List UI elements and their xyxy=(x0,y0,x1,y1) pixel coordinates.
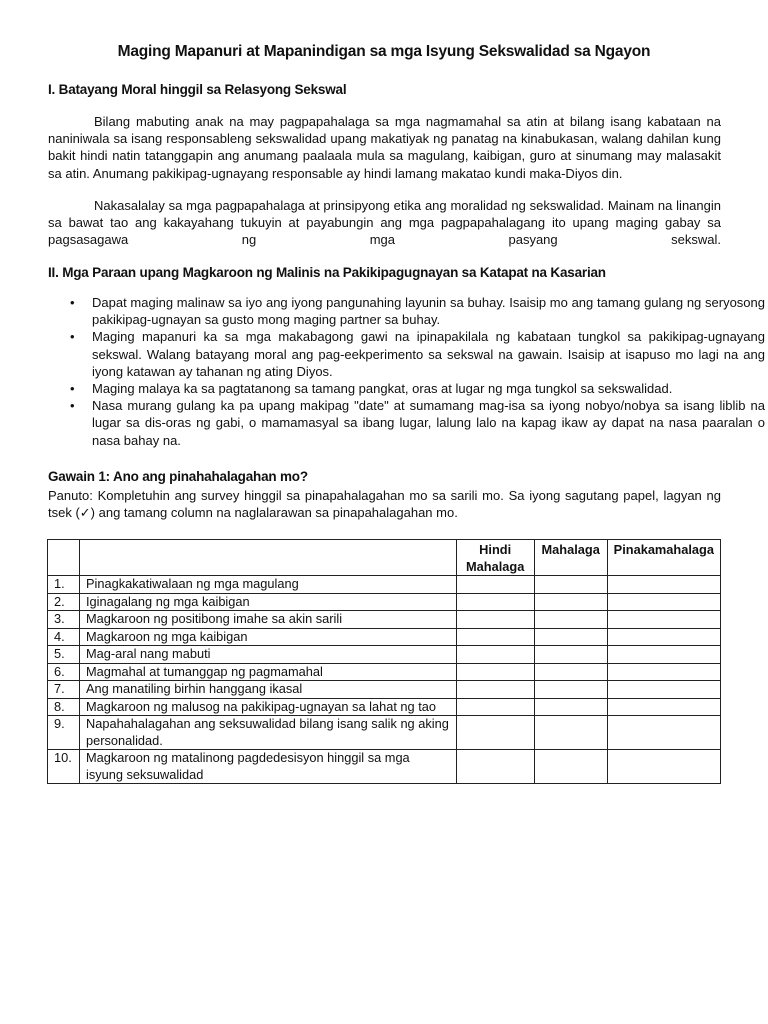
check-cell-mahalaga[interactable] xyxy=(534,750,607,784)
row-number: 2. xyxy=(48,593,80,611)
check-cell-mahalaga[interactable] xyxy=(534,698,607,716)
check-cell-pinakamahalaga[interactable] xyxy=(607,750,720,784)
header-cell-pinakamahalaga: Pinakamahalaga xyxy=(607,540,720,576)
row-number: 1. xyxy=(48,576,80,594)
check-cell-mahalaga[interactable] xyxy=(534,611,607,629)
section1-heading: I. Batayang Moral hinggil sa Relasyong Sekswal xyxy=(48,82,347,97)
check-cell-pinakamahalaga[interactable] xyxy=(607,576,720,594)
check-cell-pinakamahalaga[interactable] xyxy=(607,611,720,629)
check-cell-hindi-mahalaga[interactable] xyxy=(456,663,534,681)
bullet-icon: • xyxy=(70,381,75,397)
check-cell-hindi-mahalaga[interactable] xyxy=(456,593,534,611)
bullet-text: Nasa murang gulang ka pa upang makipag "date" at sumamang mag-isa sa iyong nobyo/nobya sa isang liblib na lugar sa dis-oras ng gabi, o mamamasyal sa ibang lugar, lalung lalo na kapag ikaw ay dapat na nasa paaralan o nasa bahay na. xyxy=(92,398,765,448)
bullet-text: Maging mapanuri ka sa mga makabagong gawi na ipinapakilala ng kabataan tungkol sa pakikipag-ugnayang sekswal. Walang batayang moral ang pag-eekperimento sa sekswal na gawain. Isaisip at isapuso mo lagi na ang iyong katawan ay tahanan ng ating Diyos. xyxy=(92,329,765,379)
check-cell-mahalaga[interactable] xyxy=(534,646,607,664)
row-item: Pinagkakatiwalaan ng mga magulang xyxy=(79,576,456,594)
table-row xyxy=(48,750,721,784)
check-cell-mahalaga[interactable] xyxy=(534,663,607,681)
check-cell-hindi-mahalaga[interactable] xyxy=(456,646,534,664)
table-header-row xyxy=(48,540,721,576)
check-cell-mahalaga[interactable] xyxy=(534,593,607,611)
row-number: 6. xyxy=(48,663,80,681)
header-cell-number xyxy=(48,540,80,576)
header-cell-hindi-mahalaga: Hindi Mahalaga xyxy=(456,540,534,576)
table-row xyxy=(48,628,721,646)
section2-heading: II. Mga Paraan upang Magkaroon ng Malinis na Pakikipagugnayan sa Katapat na Kasarian xyxy=(48,265,606,280)
check-cell-hindi-mahalaga[interactable] xyxy=(456,681,534,699)
check-cell-mahalaga[interactable] xyxy=(534,628,607,646)
check-cell-mahalaga[interactable] xyxy=(534,716,607,750)
check-cell-hindi-mahalaga[interactable] xyxy=(456,750,534,784)
check-cell-hindi-mahalaga[interactable] xyxy=(456,628,534,646)
document-title: Maging Mapanuri at Mapanindigan sa mga Isyung Sekswalidad sa Ngayon xyxy=(117,43,651,60)
check-cell-hindi-mahalaga[interactable] xyxy=(456,716,534,750)
check-cell-mahalaga[interactable] xyxy=(534,681,607,699)
bullet-text: Maging malaya ka sa pagtatanong sa tamang pangkat, oras at lugar ng mga tungkol sa sekswalidad. xyxy=(92,381,673,397)
table-row xyxy=(48,576,721,594)
table-row xyxy=(48,663,721,681)
list-item xyxy=(70,380,765,397)
survey-table xyxy=(47,539,721,784)
row-item: Magkaroon ng positibong imahe sa akin sarili xyxy=(79,611,456,629)
check-cell-pinakamahalaga[interactable] xyxy=(607,681,720,699)
check-cell-pinakamahalaga[interactable] xyxy=(607,716,720,750)
activity-instructions: Panuto: Kompletuhin ang survey hinggil sa pinapahalagahan mo sa sarili mo. Sa iyong sagutang papel, lagyan ng tsek (✓) ang tamang column na naglalarawan sa pinapahalagahan mo. xyxy=(48,488,721,521)
check-cell-hindi-mahalaga[interactable] xyxy=(456,698,534,716)
section2-bullet-list xyxy=(48,294,765,449)
list-item xyxy=(70,294,765,328)
list-item xyxy=(70,328,765,380)
row-number: 8. xyxy=(48,698,80,716)
table-row xyxy=(48,681,721,699)
table-row xyxy=(48,698,721,716)
row-number: 10. xyxy=(48,750,80,784)
row-item: Iginagalang ng mga kaibigan xyxy=(79,593,456,611)
row-item: Magkaroon ng mga kaibigan xyxy=(79,628,456,646)
section1-paragraph-1: Bilang mabuting anak na may pagpapahalaga sa mga nagmamahal sa atin at bilang isang kabataan na naniniwala sa isang responsableng sekswalidad upang makatiyak ng panatag na kinabukasan, walang dahilan kung bakit hindi natin tatanggapin ang anumang paalaala mula sa magulang, kaibigan, guro at sinumang may malasakit sa atin. Anumang pakikipag-ugnayang responsable ay hindi lamang makatao kundi maka-Diyos din. xyxy=(48,114,721,181)
check-cell-hindi-mahalaga[interactable] xyxy=(456,576,534,594)
activity-heading: Gawain 1: Ano ang pinahahalagahan mo? xyxy=(48,469,308,484)
row-item: Ang manatiling birhin hanggang ikasal xyxy=(79,681,456,699)
row-number: 5. xyxy=(48,646,80,664)
row-item: Mag-aral nang mabuti xyxy=(79,646,456,664)
check-cell-pinakamahalaga[interactable] xyxy=(607,663,720,681)
section1-paragraph-2: Nakasalalay sa mga pagpapahalaga at prinsipyong etika ang moralidad ng sekswalidad. Mainam na linangin sa bawat tao ang kakayahang tukuyin at payabungin ang mga pagpapahalagang ito upang maging gabay sa pagsasagawa ng mga pasyang sekswal. xyxy=(48,198,721,248)
row-item: Magmahal at tumanggap ng pagmamahal xyxy=(79,663,456,681)
row-item: Magkaroon ng matalinong pagdedesisyon hinggil sa mga isyung seksuwalidad xyxy=(79,750,456,784)
row-number: 4. xyxy=(48,628,80,646)
bullet-text: Dapat maging malinaw sa iyo ang iyong pangunahing layunin sa buhay. Isaisip mo ang tamang gulang ng seryosong pakikipag-ugnayan sa gusto mong maging partner sa buhay. xyxy=(92,295,765,328)
bullet-icon: • xyxy=(70,295,75,310)
row-number: 7. xyxy=(48,681,80,699)
check-cell-pinakamahalaga[interactable] xyxy=(607,628,720,646)
row-number: 9. xyxy=(48,716,80,750)
row-number: 3. xyxy=(48,611,80,629)
bullet-icon: • xyxy=(70,398,75,414)
bullet-icon: • xyxy=(70,329,75,345)
check-cell-mahalaga[interactable] xyxy=(534,576,607,594)
check-cell-hindi-mahalaga[interactable] xyxy=(456,611,534,629)
check-cell-pinakamahalaga[interactable] xyxy=(607,593,720,611)
check-cell-pinakamahalaga[interactable] xyxy=(607,698,720,716)
header-cell-item xyxy=(79,540,456,576)
table-row xyxy=(48,716,721,750)
check-cell-pinakamahalaga[interactable] xyxy=(607,646,720,664)
row-item: Magkaroon ng malusog na pakikipag-ugnayan sa lahat ng tao xyxy=(79,698,456,716)
row-item: Napahahalagahan ang seksuwalidad bilang isang salik ng aking personalidad. xyxy=(79,716,456,750)
table-row xyxy=(48,646,721,664)
header-cell-mahalaga: Mahalaga xyxy=(534,540,607,576)
list-item xyxy=(70,397,765,449)
table-row xyxy=(48,593,721,611)
table-row xyxy=(48,611,721,629)
